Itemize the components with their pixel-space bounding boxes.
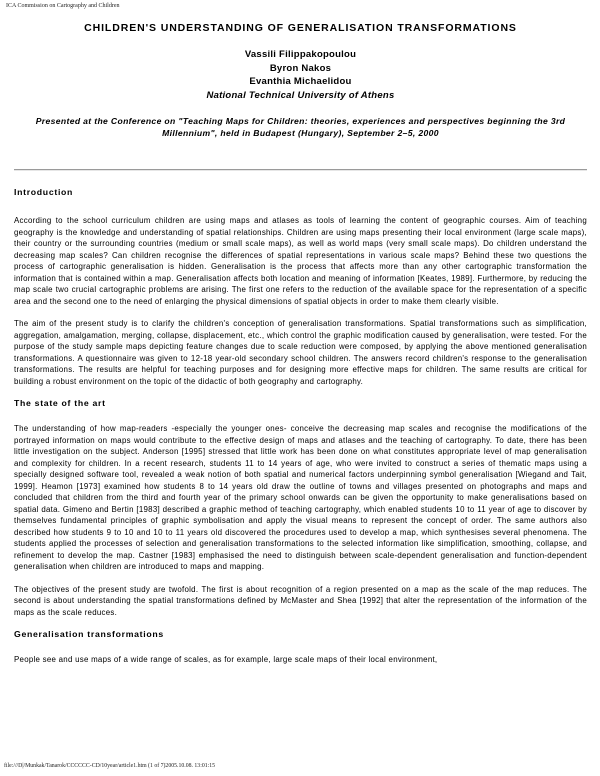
paragraph: The objectives of the present study are twofold. The first is about recognition of a region presented on a map as the scale of the map reduces. The second is about understanding the spatial transformations defined by McMaster and Shea [1992] that alter the representation of the information of the maps as the scale reduces. [14, 584, 587, 617]
horizontal-divider [14, 169, 587, 171]
document-body [14, 22, 587, 666]
author-block [14, 48, 587, 102]
section-state-of-art [14, 398, 587, 618]
paragraph: People see and use maps of a wide range of scales, as for example, large scale maps of their local environment, [14, 655, 438, 664]
page-footer: file:///D|/Munkak/Tanarok/CCCCCC-CD/10year/article1.htm (1 of 7)2005.10.08. 13:01:15 [4, 763, 216, 769]
author-name: Vassili Filippakopoulou [244, 49, 357, 60]
paragraph: According to the school curriculum children are using maps and atlases as tools of learning the content of geographic courses. Aim of teaching geography is the knowledge and understanding of spatial relationships. Children are using maps presenting their local environment (large scale maps), their country or the surrounding countries (medium or small scale maps), as well as world maps (very small scale maps). Do children understand the decreasing map scales? Can children recognise the differences of spatial representations in various scale maps? Behind these two questions the process of cartographic generalisation is hidden. Generalisation is the process that affects more than any other cartographic transformation the information that is contained within a map. Generalisation affects both location and meaning of information [Keates, 1989]. Furthermore, by reducing the map scale two crucial cartographic problems are arising. The first one refers to the reduction of the available space for the representation of a specific area and the second one to the need of enlarging the physical dimensions of spatial objects in order to make them clearly visible. [14, 216, 587, 306]
page-title: CHILDREN'S UNDERSTANDING OF GENERALISATION TRANSFORMATIONS [84, 22, 517, 34]
paragraph: The understanding of how map-readers -especially the younger ones- conceive the decreasing map scales and recognise the modifications of the portrayed information on maps would contribute to the effective design of maps and atlases and the teaching of cartography. To date, there has been little investigation on the subject. Anderson [1995] stressed that little work has been done on what constitutes appropriate level of map generalisation and complexity for children. In a recent research, students 11 to 14 years of age, who were invited to construct a series of thematic maps using a specially designed software tool, revealed a weak notion of both spatial and numerical factors underpinning symbol generalisation [Wiegand and Tait, 1999]. Heamon [1973] examined how students 8 to 14 years old draw the outline of towns and villages presented on photographs and maps and concluded that children from the third and fourth year of the primary school onwards can be given the opportunity to make generalisations based on spatial data. Gimeno and Bertin [1983] described a graphic method of teaching cartography, which enabled students 10 to 11 year of age to discover by themselves fundamental principles of graphic symbolisation and apply the visual means to represent the concept of order. The same authors also described how students 9 to 10 and 10 to 11 years old discovered the procedures used to develop a map, which synthesises several phenomena. The students applied the processes of selection and generalisation transformations to the selected information like simplification, smoothing, collapse, and refinement to develop the map. Castner [1983] emphasised the need to distinguish between scale-dependent generalisation and function-dependent generalisation when children are introduced to maps and mapping. [14, 424, 587, 571]
author-name: Evanthia Michaelidou [249, 76, 352, 87]
section-generalisation [14, 629, 587, 666]
presentation-note: Presented at the Conference on "Teaching Maps for Children: theories, experiences and perspectives beginning the 3rd Millennium", held in Budapest (Hungary), September 2–5, 2000 [35, 116, 566, 138]
section-heading: Introduction [14, 187, 74, 197]
author-name: Byron Nakos [269, 62, 332, 74]
paragraph: The aim of the present study is to clarify the children's conception of generalisation transformations. Spatial transformations such as simplification, aggregation, amalgamation, merging, collapse, displacement, etc., which control the graphic modification caused by generalisation, were tested. For the purpose of the study sample maps depicting feature changes due to scale reduction were composed, by applying the above mentioned generalisation transformations. A questionnaire was given to 12-18 year-old secondary school children. The answers record children's response to the generalisation transformations. The results are helpful for teaching purposes and for designing more effective maps for children. The same results are critical for building a robust environment on the topic of the didactic of both geography and cartography. [14, 319, 587, 386]
section-heading: The state of the art [14, 398, 106, 408]
affiliation: National Technical University of Athens [206, 89, 395, 101]
section-heading: Generalisation transformations [14, 629, 164, 639]
running-header: ICA Commission on Cartography and Children [6, 3, 120, 9]
section-introduction [14, 187, 587, 387]
